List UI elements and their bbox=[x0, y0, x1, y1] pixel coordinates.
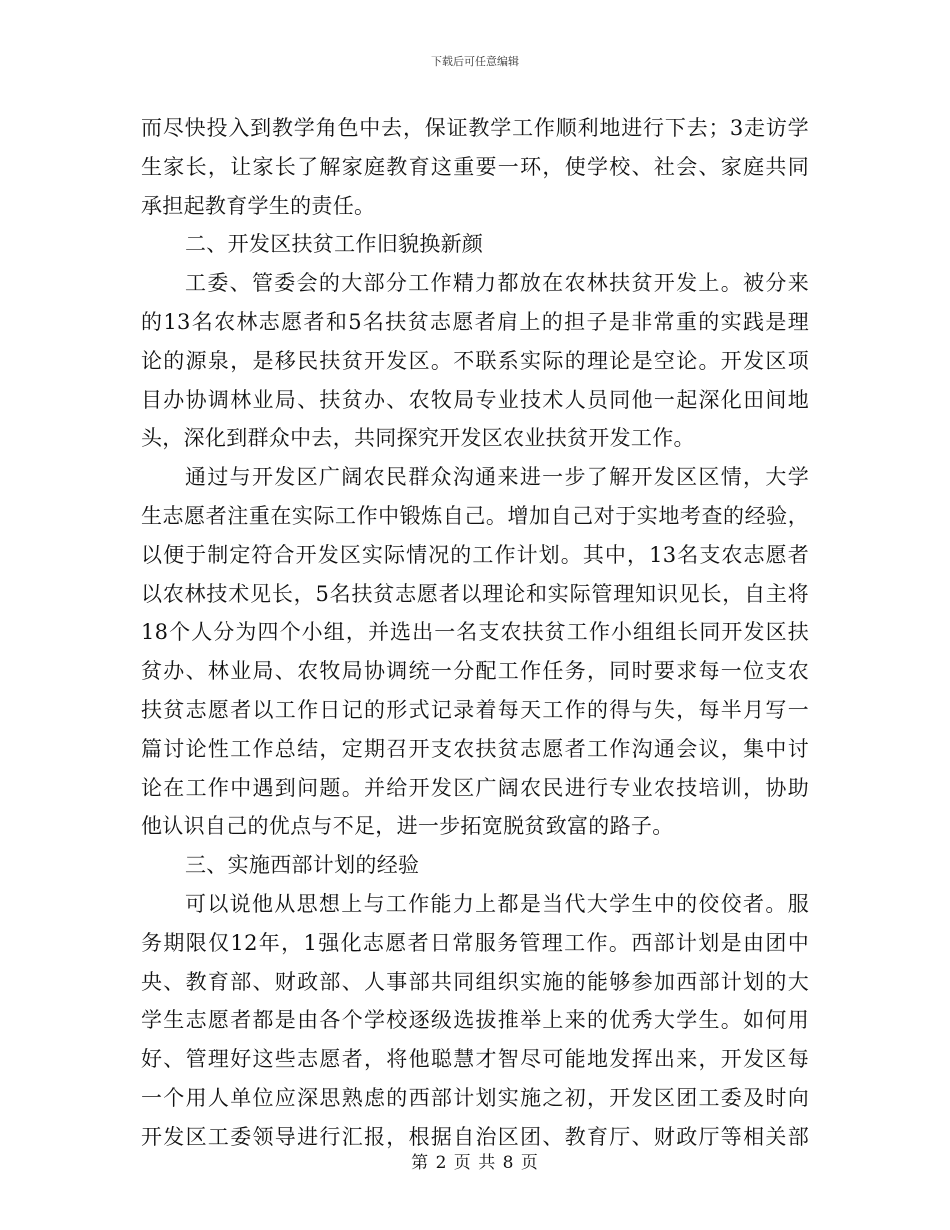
text-line: 而尽快投入到教学角色中去，保证教学工作顺利地进行下去；3走访学 bbox=[141, 116, 809, 140]
text-line: 好、管理好这些志愿者，将他聪慧才智尽可能地发挥出来，开发区每 bbox=[141, 1047, 809, 1072]
text-line: 18个人分为四个小组，并选出一名支农扶贫工作小组组长同开发区扶 bbox=[141, 620, 809, 645]
text-line: 他认识自己的优点与不足，进一步拓宽脱贫致富的路子。 bbox=[141, 814, 674, 839]
text-line: 篇讨论性工作总结，定期召开支农扶贫志愿者工作沟通会议，集中讨 bbox=[141, 736, 809, 761]
text-line: 以农林技术见长，5名扶贫志愿者以理论和实际管理知识见长，自主将 bbox=[141, 581, 809, 606]
text-line: 扶贫志愿者以工作日记的形式记录着每天工作的得与失，每半月写一 bbox=[141, 697, 809, 722]
text-line: 开发区工委领导进行汇报，根据自治区团、教育厅、财政厅等相关部 bbox=[141, 1124, 809, 1149]
text-line: 务期限仅12年，1强化志愿者日常服务管理工作。西部计划是由团中 bbox=[141, 930, 809, 955]
text-line: 工委、管委会的大部分工作精力都放在农林扶贫开发上。被分来 bbox=[185, 271, 809, 296]
text-line: 贫办、林业局、农牧局协调统一分配工作任务，同时要求每一位支农 bbox=[141, 659, 809, 684]
document-body bbox=[141, 109, 809, 1157]
text-line: 以便于制定符合开发区实际情况的工作计划。其中，13名支农志愿者 bbox=[141, 542, 809, 567]
text-line: 央、教育部、财政部、人事部共同组织实施的能够参加西部计划的大 bbox=[141, 969, 809, 994]
text-line: 一个用人单位应深思熟虑的西部计划实施之初，开发区团工委及时向 bbox=[141, 1085, 809, 1110]
page-number: 第 2 页 共 8 页 bbox=[411, 1153, 539, 1173]
text-line: 可以说他从思想上与工作能力上都是当代大学生中的佼佼者。服 bbox=[185, 891, 809, 916]
text-line: 生家长，让家长了解家庭教育这重要一环，使学校、社会、家庭共同 bbox=[141, 154, 809, 179]
text-line: 承担起教育学生的责任。 bbox=[141, 193, 376, 218]
section-heading: 三、实施西部计划的经验 bbox=[185, 853, 420, 878]
text-line: 目办协调林业局、扶贫办、农牧局专业技术人员同他一起深化田间地 bbox=[141, 387, 809, 412]
section-heading: 二、开发区扶贫工作旧貌换新颜 bbox=[185, 232, 484, 257]
text-line: 头，深化到群众中去，共同探究开发区农业扶贫开发工作。 bbox=[141, 426, 695, 451]
text-line: 论的源泉，是移民扶贫开发区。不联系实际的理论是空论。开发区项 bbox=[141, 348, 809, 373]
text-line: 论在工作中遇到问题。并给开发区广阔农民进行专业农技培训，协助 bbox=[141, 775, 809, 800]
text-line: 生志愿者注重在实际工作中锻炼自己。增加自己对于实地考查的经验， bbox=[141, 503, 809, 528]
text-line: 的13名农林志愿者和5名扶贫志愿者肩上的担子是非常重的实践是理 bbox=[141, 309, 809, 334]
text-line: 学生志愿者都是由各个学校逐级选拔推举上来的优秀大学生。如何用 bbox=[141, 1008, 809, 1033]
text-line: 通过与开发区广阔农民群众沟通来进一步了解开发区区情，大学 bbox=[185, 465, 809, 490]
page-header: 下载后可任意编辑 bbox=[431, 55, 519, 68]
